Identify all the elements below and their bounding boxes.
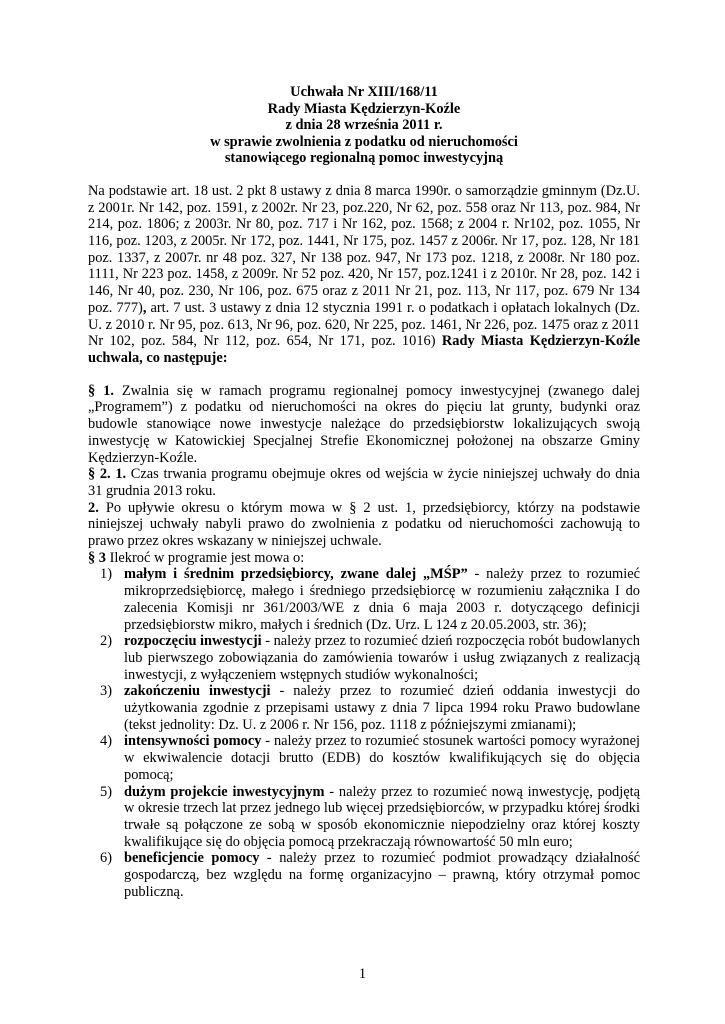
definition-text: - należy przez to rozumieć stosunek wartości pomocy wyrażonej w ekwiwalencie dotacji brutto (EDB) do kosztów kwalifikujących się do objęcia pomocą; [124,733,640,783]
list-item-number: 4) [100,733,112,750]
title-line-5: stanowiącego regionalną pomoc inwestycyjną [224,150,504,167]
definition-text: - należy przez to rozumieć nową inwestycję, podjętą w okresie trzech lat przez jednego lub więcej przedsiębiorców, w przypadku której środki trwałe są połączone ze sobą w sposób ekonomicznie niepodzielny oraz której koszty kwalifikujące się do objęcia pomocą przekraczają równowartość 50 mln euro; [124,783,640,850]
preamble-text-2: art. 7 ust. 3 ustawy z dnia 12 stycznia 1991 r. o podatkach i opłatach lokalnych (Dz. U. z 2010 r. Nr 95, poz. 613, Nr 96, poz. 620, Nr 225, poz. 1461, Nr 226, poz. 1475 oraz z 2011 Nr 102, poz. 584, Nr 112, poz. 654, Nr 171, poz. 1016) [88,299,640,350]
section-2-text-2: Po upływie okresu o którym mowa w § 2 ust. 1, przedsiębiorcy, którzy na podstawie niniejszej uchwały nabyli prawo do zwolnienia z podatku od nieruchomości zachowują to prawo przez okres wskazany w niniejszej uchwale. [88,499,640,550]
preamble-paragraph [88,183,640,367]
title-line-3: z dnia 28 września 2011 r. [285,117,443,134]
title-line-1: Uchwała Nr XIII/168/11 [290,84,438,100]
list-item-number: 2) [100,633,112,650]
title-line-4: w sprawie zwolnienia z podatku od nieruchomości [210,133,518,150]
list-item [88,850,640,900]
preamble-resolves: Rady Miasta Kędzierzyn-Koźle uchwala, co następuje: [88,333,640,366]
list-item-number: 5) [100,783,112,800]
preamble-comma: , [142,299,147,316]
section-3-intro-text: Ilekroć w programie jest mowa o: [106,549,305,566]
definitions-list [88,566,640,900]
section-1 [88,383,640,467]
section-2-label: § 2. 1. [88,466,127,483]
definition-text: - należy przez to rozumieć dzień rozpoczęcia robót budowlanych lub pierwszego zobowiązania do zamówienia towarów i usług związanych z realizacją inwestycji, z wyłączeniem wstępnych studiów wykonalności; [124,633,640,683]
document-page [88,84,640,901]
section-2-paragraph-2 [88,500,640,550]
section-2-sub-label: 2. [88,499,99,516]
list-item [88,633,640,683]
definition-term: małym i średnim przedsiębiorcy, zwane dalej „MŚP” [124,566,468,583]
definition-text: - należy przez to rozumieć dzień oddania inwestycji do użytkowania zgodnie z przepisami ustawy z dnia 7 lipca 1994 roku Prawo budowlane (tekst jednolity: Dz. U. z 2006 r. Nr 156, poz. 1118 z późniejszymi zmianami); [124,683,640,733]
list-item [88,733,640,783]
title-line-2: Rady Miasta Kędzierzyn-Koźle [267,100,461,117]
definition-text: - należy przez to rozumieć podmiot prowadzący działalność gospodarczą, bez względu na formę organizacyjno – prawną, który otrzymał pomoc publiczną. [124,850,640,900]
preamble-text: Na podstawie art. 18 ust. 2 pkt 8 ustawy z dnia 8 marca 1990r. o samorządzie gminnym (Dz.U. z 2001r. Nr 142, poz. 1591, z 2002r. Nr 23, poz.220, Nr 62, poz. 558 oraz Nr 113, poz. 984, Nr 214, poz. 1806; z 2003r. Nr 80, poz. 717 i Nr 162, poz. 1568; z 2004 r. Nr102, poz. 1055, Nr 116, poz. 1203, z 2005r. Nr 172, poz. 1441, Nr 175, poz. 1457 z 2006r. Nr 17, poz. 128, Nr 181 poz. 1337, z 2007r. nr 48 poz. 327, Nr 138 poz. 947, Nr 173 poz. 1218, z 2008r. Nr 180 poz. 1111, Nr 223 poz. 1458, z 2009r. Nr 52 poz. 420, Nr 157, poz.1241 i z 2010r. Nr 28, poz. 142 i 146, Nr 40, poz. 230, Nr 106, poz. 675 oraz z 2011 Nr 21, poz. 113, Nr 117, poz. 679 Nr 134 poz. 777) [88,182,640,316]
list-item [88,683,640,733]
definition-term: beneficjencie pomocy [124,850,260,867]
definition-term: rozpoczęciu inwestycji [124,633,262,650]
list-item-number: 3) [100,683,112,700]
definition-term: zakończeniu inwestycji [124,683,271,700]
definition-term: intensywności pomocy [124,733,262,750]
section-3-intro [88,550,640,567]
section-3-label: § 3 [88,549,106,566]
definition-text: - należy przez to rozumieć mikroprzedsiębiorcę, małego i średniego przedsiębiorcę w rozumieniu załącznika I do zalecenia Komisji nr 361/2003/WE z dnia 6 maja 2003 r. dotyczącego definicji przedsiębiorstw mikro, małych i średnich (Dz. Urz. L 124 z 20.05.2003, str. 36); [124,566,640,633]
list-item [88,566,640,633]
page-number: 1 [358,966,367,982]
section-1-text: Zwalnia się w ramach programu regionalnej pomocy inwestycyjnej (zwanego dalej „Programem”) z podatku od nieruchomości na okres do pięciu lat grunty, budynki oraz budowle stanowiące nowe inwestycje należące do przedsiębiorstw lokalizujących swoją inwestycję w Katowickiej Specjalnej Strefie Ekonomicznej położonej na obszarze Gminy Kędzierzyn-Koźle. [88,382,640,466]
list-item [88,784,640,851]
list-item-number: 1) [100,566,112,583]
definition-term: dużym projekcie inwestycyjnym [124,783,325,800]
section-1-label: § 1. [88,382,114,399]
resolution-title [88,84,640,167]
section-2-text-1: Czas trwania programu obejmuje okres od wejścia w życie niniejszej uchwały do dnia 31 grudnia 2013 roku. [88,466,640,499]
section-2-paragraph-1 [88,466,640,499]
list-item-number: 6) [100,850,112,867]
